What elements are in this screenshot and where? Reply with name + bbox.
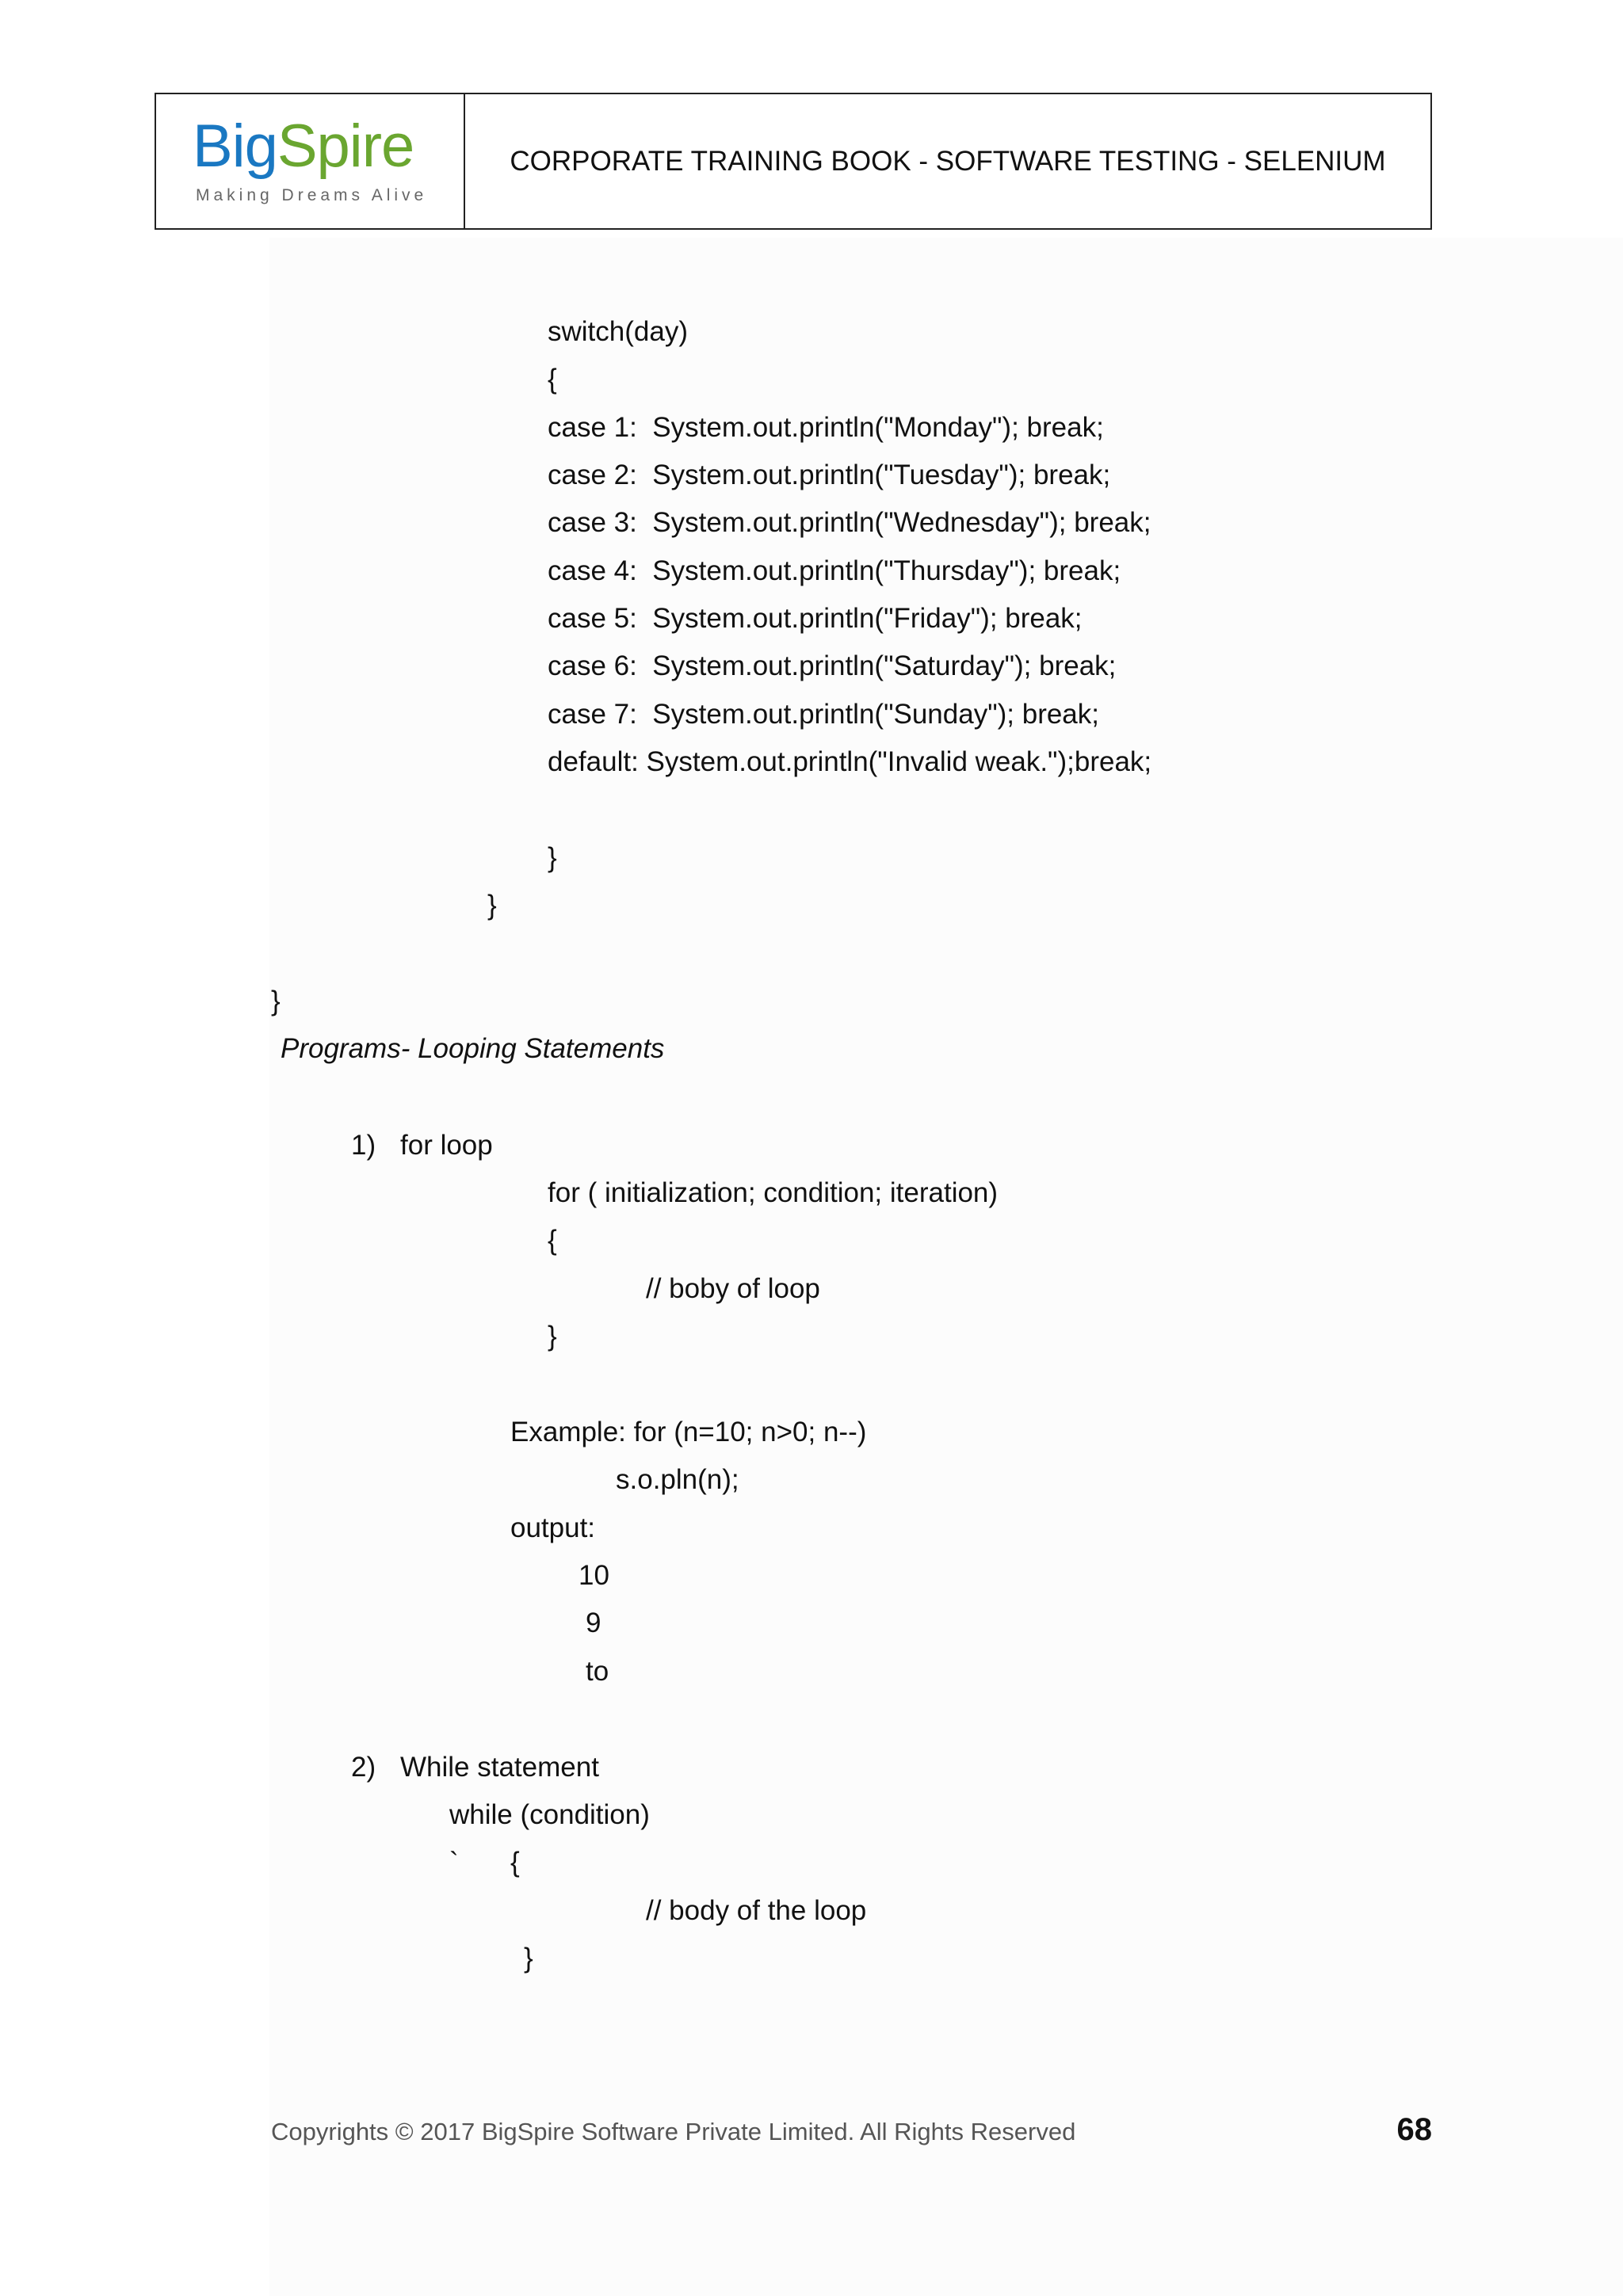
- logo-spire-text: Spire: [277, 113, 414, 180]
- code-close-brace: }: [271, 986, 281, 1016]
- code-default-line: default: System.out.println("Invalid weak.");break;: [548, 746, 1152, 777]
- output-value: to: [586, 1656, 609, 1687]
- logo-big-text: Big: [193, 113, 277, 180]
- code-example-body: s.o.pln(n);: [616, 1464, 739, 1495]
- code-case-line: case 2: System.out.println("Tuesday"); break;: [548, 460, 1111, 490]
- code-close-brace: }: [487, 890, 497, 921]
- code-case-line: case 6: System.out.println("Saturday"); break;: [548, 650, 1117, 681]
- output-value: 9: [586, 1608, 601, 1638]
- code-close-brace: }: [524, 1943, 533, 1974]
- code-backtick: `: [449, 1847, 459, 1878]
- list-number: 1): [351, 1130, 376, 1161]
- code-open-brace: {: [548, 1225, 557, 1256]
- code-case-line: case 5: System.out.println("Friday"); break;: [548, 603, 1083, 634]
- content-background: [269, 238, 1623, 2296]
- code-close-brace: }: [548, 1321, 557, 1352]
- code-open-brace: {: [510, 1847, 520, 1878]
- code-case-line: case 1: System.out.println("Monday"); break;: [548, 412, 1104, 443]
- page-number: 68: [1396, 2112, 1432, 2147]
- code-comment: // body of the loop: [646, 1895, 867, 1926]
- code-for-syntax: for ( initialization; condition; iteration): [548, 1177, 999, 1208]
- header-title: CORPORATE TRAINING BOOK - SOFTWARE TESTING - SELENIUM: [510, 145, 1386, 177]
- output-label: output:: [510, 1512, 596, 1543]
- list-number: 2): [351, 1752, 376, 1783]
- code-open-brace: {: [548, 364, 557, 395]
- logo: [156, 94, 465, 228]
- page-header: [155, 93, 1432, 230]
- footer-copyright: Copyrights © 2017 BigSpire Software Private Limited. All Rights Reserved: [271, 2118, 1076, 2145]
- list-item-title: While statement: [400, 1752, 599, 1783]
- code-case-line: case 3: System.out.println("Wednesday"); break;: [548, 507, 1151, 538]
- code-close-brace: }: [548, 842, 557, 873]
- code-case-line: case 7: System.out.println("Sunday"); break;: [548, 699, 1100, 730]
- code-case-line: case 4: System.out.println("Thursday"); break;: [548, 555, 1121, 586]
- code-while-syntax: while (condition): [449, 1799, 650, 1830]
- code-switch-line: switch(day): [548, 316, 688, 347]
- section-heading: Programs- Looping Statements: [281, 1033, 665, 1064]
- code-example: Example: for (n=10; n>0; n--): [510, 1417, 867, 1447]
- code-comment: // boby of loop: [646, 1273, 820, 1304]
- list-item-title: for loop: [400, 1130, 493, 1161]
- logo-tagline: Making Dreams Alive: [196, 186, 428, 204]
- output-value: 10: [579, 1560, 609, 1591]
- logo-wordmark: [193, 113, 414, 180]
